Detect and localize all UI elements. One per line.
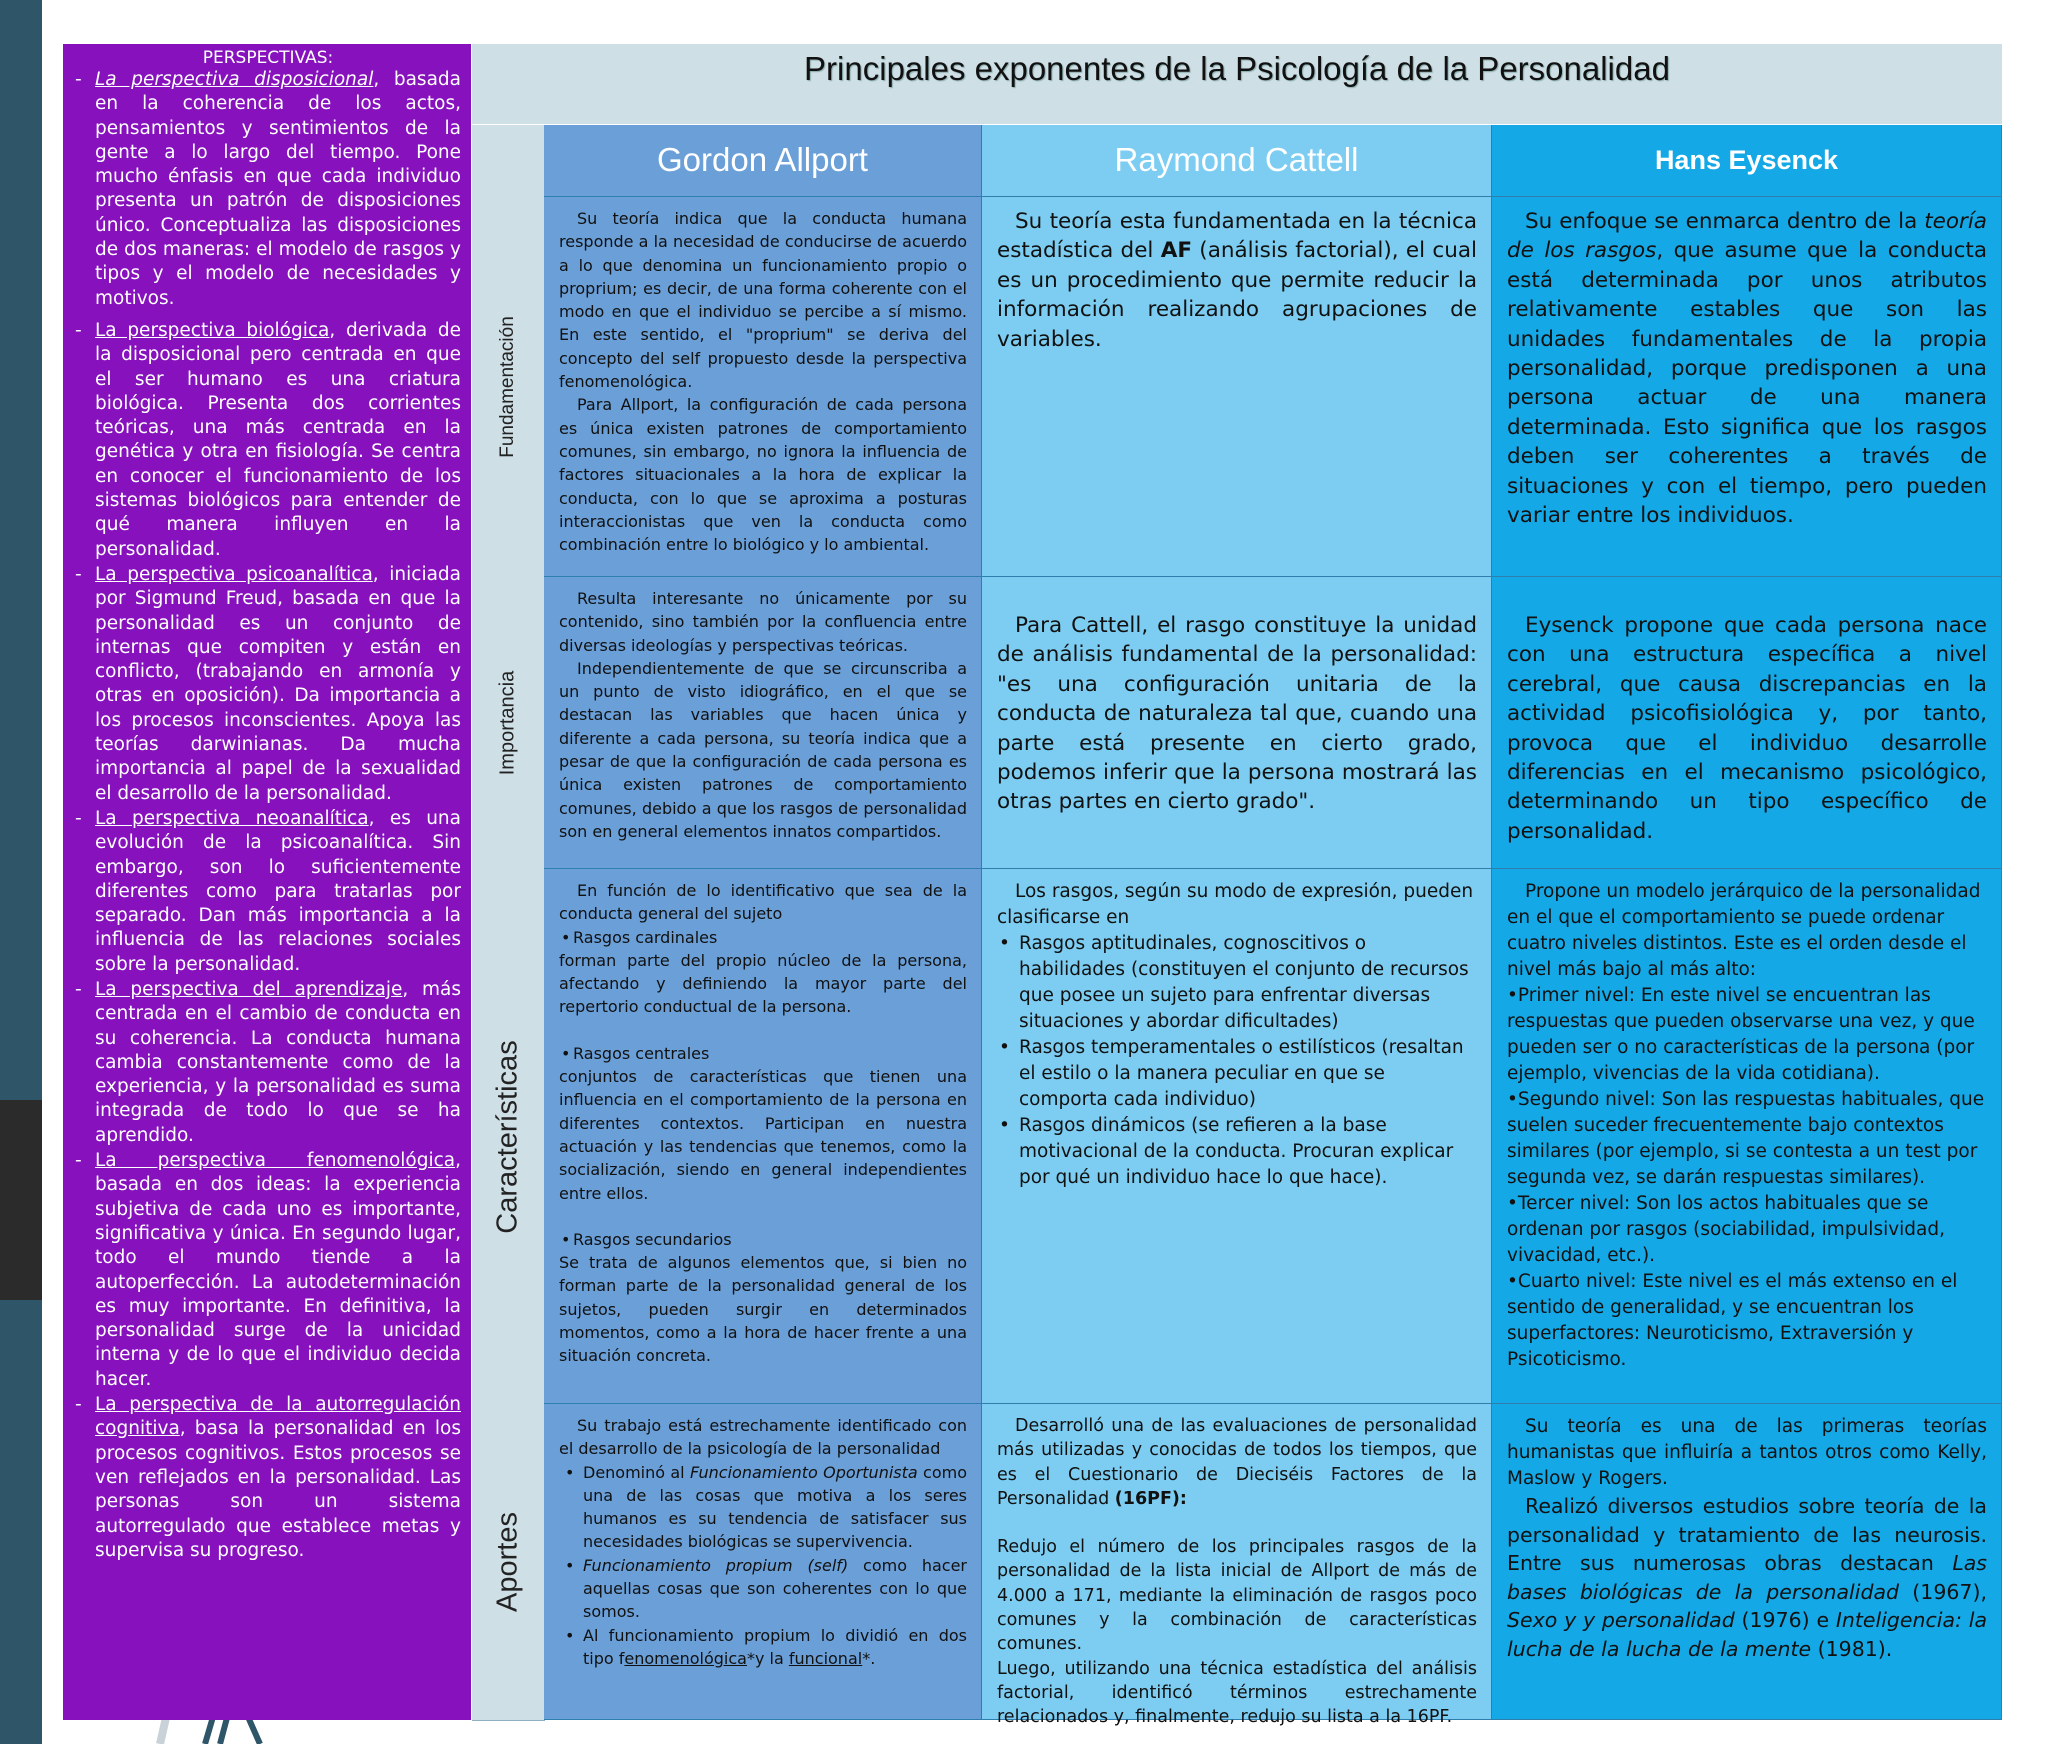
header-cattell: Raymond Cattell: [982, 125, 1492, 197]
allport-aportes: Su trabajo está estrechamente identificado con el desarrollo de la psicología de la personalidad • Denominó al Funcionamiento Oportunista como una de las cosas que motiva a los seres humanos es su tendencia de satisfacer sus necesidades biológicas se supervivencia. • Funcionamiento propium (self) como hacer aquellas cosas que son coherentes con lo que somos. • Al funcionamiento propium lo dividió en dos tipo fenomenológica*y la funcional*.: [544, 1404, 982, 1720]
page-title: Principales exponentes de la Psicología de la Personalidad: [804, 50, 1670, 87]
title-band: [472, 44, 2002, 124]
row-label-importancia: Importancia: [496, 670, 519, 776]
perspective-item: - La perspectiva biológica, derivada de la disposicional pero centrada en que el ser humano es una criatura biológica. Presenta dos corrientes teóricas, una más centrada en la genética y otra en fisiología. Se centra en conocer el funcionamiento de los sistemas biológicos para entender de qué manera influyen en la personalidad.: [75, 319, 461, 560]
row-label-fundamentacion: Fundamentación: [497, 316, 518, 458]
perspective-item: - La perspectiva de la autorregulación cognitiva, basa la personalidad en los procesos cognitivos. Estos procesos se ven reflejados en la personalidad. Las personas son un sistema autorregulado que establece metas y supervisa su progreso.: [75, 1394, 461, 1561]
perspective-name: La perspectiva del aprendizaje: [95, 978, 403, 1000]
left-dark-block: [0, 1100, 42, 1300]
eysenck-aportes: Su teoría es una de las primeras teorías humanistas que influiría a tantos otros como Kelly, Maslow y Rogers. Realizó diversos estudios sobre teoría de la personalidad y tratamiento de las neurosis. Entre sus numerosas obras destacan Las bases biológicas de la personalidad (1967), Sexo y y personalidad (1976) e Inteligencia: la lucha de la lucha de la mente (1981).: [1492, 1404, 2002, 1720]
eysenck-fundamentacion: Su enfoque se enmarca dentro de la teoría de los rasgos, que asume que la conducta está determinada por unos atributos relativamente estables que son las unidades fundamentales de la propia personalidad, porque predisponen a una persona actuar de una manera determinada. Esto significa que los rasgos deben ser coherentes a través de situaciones y con el tiempo, pero pueden variar entre los individuos.: [1492, 197, 2002, 577]
row-label-cell: [472, 577, 545, 870]
cattell-caracteristicas: Los rasgos, según su modo de expresión, pueden clasificarse en • Rasgos aptitudinales, cognoscitivos o habilidades (constituyen el conjunto de recursos que posee un sujeto para enfrentar diversas situaciones y abordar dificultades) • Rasgos temperamentales o estilísticos (resaltan el estilo o la manera peculiar en que se comporta cada individuo) • Rasgos dinámicos (se refieren a la base motivacional de la conducta. Procuran explicar por qué un individuo hace lo que hace).: [982, 869, 1492, 1404]
allport-caracteristicas: En función de lo identificativo que sea de la conducta general del sujeto • Rasgos cardinales forman parte del propio núcleo de la persona, afectando y definiendo la mayor parte del repertorio conductual de la persona. • Rasgos centrales conjuntos de características que tienen una influencia en el comportamiento de la persona en diferentes contextos. Participan en nuestra actuación y las tendencias que tenemos, como la socialización, siendo en general independientes entre ellos. • Rasgos secundarios Se trata de algunos elementos que, si bien no forman parte de la personalidad general de los sujetos, pueden surgir en determinados momentos, como a la hora de hacer frente a una situación concreta.: [544, 869, 982, 1404]
cattell-importancia: Para Cattell, el rasgo constituye la unidad de análisis fundamental de la personalidad: "es una configuración unitaria de la conducta de naturaleza tal que, cuando una parte está presente en cierto grado, podemos inferir que la persona mostrará las otras partes en cierto grado".: [982, 577, 1492, 869]
exponents-table: [472, 44, 2002, 1728]
perspective-item: - La perspectiva del aprendizaje, más centrada en el cambio de conducta en su coherencia. La conducta humana cambia constantemente como de la experiencia, y la personalidad es suma integrada de todo lo que se ha aprendido.: [75, 978, 461, 1146]
perspective-name: La perspectiva biológica: [95, 319, 330, 341]
perspectives-title: PERSPECTIVAS:: [202, 48, 334, 68]
perspective-item: - La perspectiva disposicional, basada en la coherencia de los actos, pensamientos y sentimientos de la gente a lo largo del tiempo. Pone mucho énfasis en que cada individuo presenta un patrón de disposiciones único. Conceptualiza las disposiciones de dos maneras: el modelo de rasgos y tipos y el modelo de necesidades y motivos.: [75, 69, 461, 309]
allport-fundamentacion: Su teoría indica que la conducta humana responde a la necesidad de conducirse de acuerdo a lo que denomina un funcionamiento propio o proprium; es decir, de una forma coherente con el modo en que el individuo se percibe a sí mismo. En este sentido, el "proprium" se deriva del concepto del self propuesto desde la perspectiva fenomenológica. Para Allport, la configuración de cada persona es única existen patrones de comportamiento comunes, sin embargo, no ignora la influencia de factores situacionales a la hora de explicar la conducta, con lo que se aproxima a posturas interaccionistas que ven la conducta como combinación entre lo biológico y lo ambiental.: [544, 197, 982, 577]
perspective-item: - La perspectiva fenomenológica, basada en dos ideas: la experiencia subjetiva de cada uno es importante, significativa y única. En segundo lugar, todo el mundo tiende a la autoperfección. La autodeterminación es muy importante. En definitiva, la personalidad surge de la unicidad interna y de lo que el individuo decida hacer.: [75, 1150, 461, 1390]
corner-cell: [472, 125, 545, 198]
header-eysenck: Hans Eysenck: [1492, 125, 2002, 197]
cattell-aportes: Desarrolló una de las evaluaciones de personalidad más utilizadas y conocidas de todos los tiempos, que es el Cuestionario de Dieciséis Factores de la Personalidad (16PF): Redujo el número de los principales rasgos de la personalidad de la lista inicial de Allport de más de 4.000 a 171, mediante la eliminación de rasgos poco comunes y la combinación de características comunes. Luego, utilizando una técnica estadística del análisis factorial, identificó términos estrechamente relacionados y, finalmente, redujo su lista a la 16PF.: [982, 1404, 1492, 1720]
perspective-name: La perspectiva fenomenológica: [95, 1150, 456, 1172]
perspective-name: La perspectiva de la autorregulación cognitiva: [95, 1394, 461, 1440]
left-accent-bar: [0, 0, 42, 1744]
perspective-name: La perspectiva neoanalítica: [95, 807, 369, 829]
cattell-fundamentacion: Su teoría esta fundamentada en la técnica estadística del AF (análisis factorial), el cual es un procedimiento que permite reducir la información realizando agrupaciones de variables.: [982, 197, 1492, 577]
perspectives-panel: [63, 44, 471, 1720]
row-label-cell: [472, 197, 545, 578]
eysenck-importancia: Eysenck propone que cada persona nace con una estructura específica a nivel cerebral, que causa discrepancias en la actividad psicofisiológica y, por tanto, provoca que el individuo desarrolle diferencias en el mecanismo psicológico, determinando un tipo específico de personalidad.: [1492, 577, 2002, 869]
perspective-name: La perspectiva psicoanalítica: [95, 563, 373, 585]
header-allport: Gordon Allport: [544, 125, 982, 197]
perspective-name: La perspectiva disposicional: [95, 69, 374, 90]
perspective-item: - La perspectiva neoanalítica, es una evolución de la psicoanalítica. Sin embargo, son lo suficientemente diferentes como para tratarlas por separado. Dan más importancia a la influencia de las relaciones sociales sobre la personalidad.: [75, 807, 461, 975]
row-label-cell: [472, 869, 545, 1405]
allport-importancia: Resulta interesante no únicamente por su contenido, sino también por la confluencia entre diversas ideologías y perspectivas teóricas. Independientemente de que se circunscriba a un punto de visto idiográfico, en el que se destacan las variables que hacen única y diferente a cada persona, su teoría indica que a pesar de que la configuración de cada persona es única existen patrones de comportamiento comunes, debido a que los rasgos de personalidad son en general elementos innatos compartidos.: [544, 577, 982, 869]
row-label-caracteristicas: Características: [491, 1039, 524, 1234]
eysenck-caracteristicas: Propone un modelo jerárquico de la personalidad en el que el comportamiento se puede ordenar cuatro niveles distintos. Este es el orden desde el nivel más bajo al más alto: •Primer nivel: En este nivel se encuentran las respuestas que pueden observarse una vez, y que pueden ser o no características de la persona (por ejemplo, vivencias de la vida cotidiana). •Segundo nivel: Son las respuestas habituales, que suelen suceder frecuentemente bajo contextos similares (por ejemplo, si se contesta a un test por segunda vez, se darán respuestas similares). •Tercer nivel: Son los actos habituales que se ordenan por rasgos (sociabilidad, impulsividad, vivacidad, etc.). •Cuarto nivel: Este nivel es el más extenso en el sentido de generalidad, y se encuentran los superfactores: Neuroticismo, Extraversión y Psicoticismo.: [1492, 869, 2002, 1404]
row-label-cell: [472, 1404, 545, 1721]
row-label-aportes: Aportes: [491, 1512, 524, 1612]
perspective-item: - La perspectiva psicoanalítica, iniciada por Sigmund Freud, basada en que la personalidad es un conjunto de internas que compiten y están en conflicto, (trabajando en armonía y otras en oposición). Da importancia a los procesos inconscientes. Apoya las teorías darwinianas. Da mucha importancia al papel de la sexualidad el desarrollo de la personalidad.: [75, 563, 461, 804]
